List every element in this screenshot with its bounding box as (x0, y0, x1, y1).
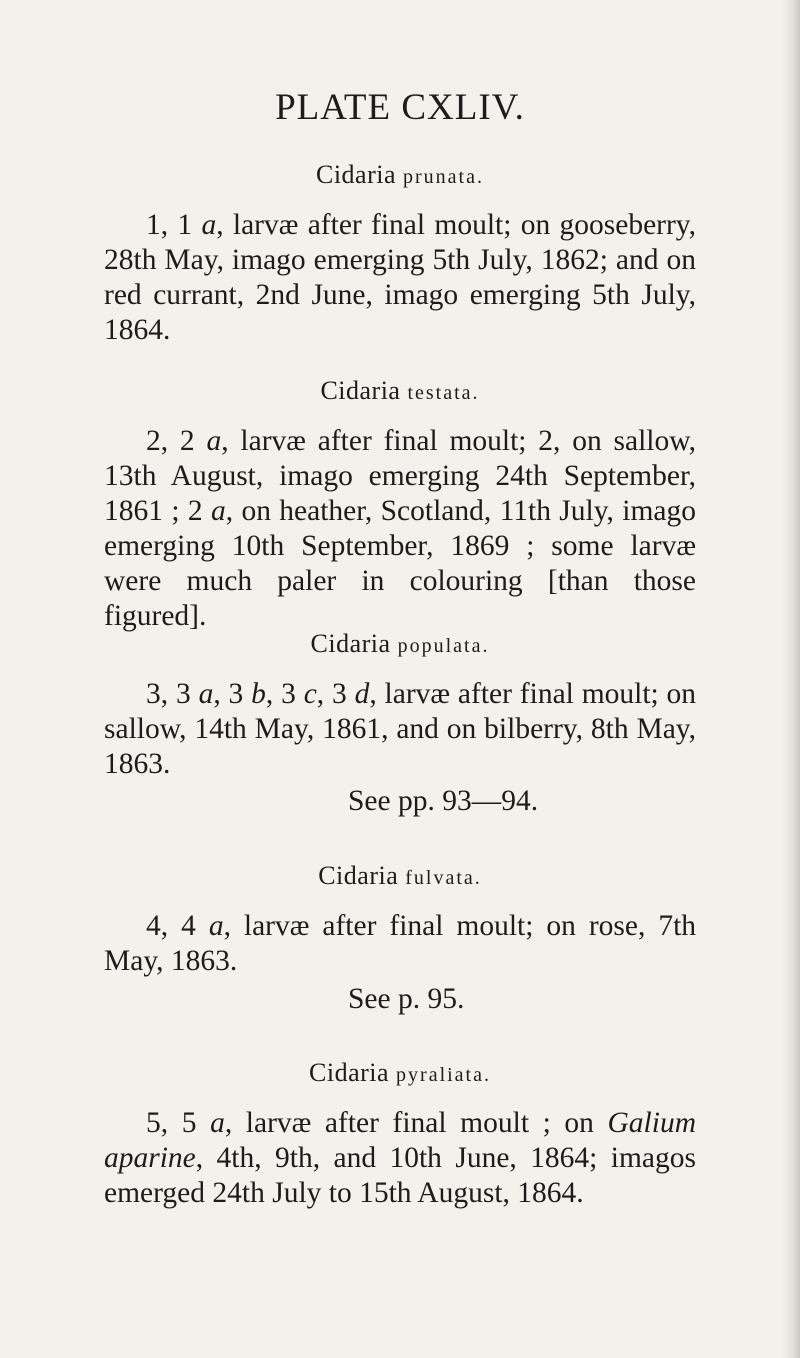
genus-name: Cidaria (318, 861, 399, 890)
species-name: testata. (407, 382, 480, 404)
section-heading-populata (0, 629, 800, 659)
species-name: prunata. (403, 166, 484, 188)
entry-testata: 2, 2 a, larvæ after final moult; 2, on sallow, 13th August, imago emerging 24th September, 1861 ; 2 a, on heather, Scotland, 11th July, imago emerging 10th September, 1869 ; some larvæ were much paler in colouring [than those figured]. (104, 425, 697, 632)
genus-name: Cidaria (315, 160, 397, 189)
entry-fulvata: 4, 4 a, larvæ after final moult; on rose, 7th May, 1863. (104, 910, 697, 977)
species-name: pyraliata. (396, 1064, 491, 1086)
see-reference: See p. 95. (348, 983, 465, 1015)
plate-title: PLATE CXLIV. (275, 87, 525, 128)
page-edge-shadow (782, 0, 800, 1358)
genus-name: Cidaria (320, 376, 401, 405)
section-heading-prunata (0, 160, 800, 190)
species-name: populata. (397, 635, 490, 657)
entry-pyraliata: 5, 5 a, larvæ after final moult ; on Galium aparine, 4th, 9th, and 10th June, 1864; imagos emerged 24th July to 15th August, 1864. (104, 1107, 696, 1209)
species-name: fulvata. (405, 867, 482, 889)
section-heading-fulvata (0, 861, 800, 891)
entry-prunata: 1, 1 a, larvæ after final moult; on gooseberry, 28th May, imago emerging 5th July, 1862; and on red currant, 2nd June, imago emerging 5th July, 1864. (104, 209, 697, 346)
genus-name: Cidaria (310, 629, 391, 658)
entry-populata: 3, 3 a, 3 b, 3 c, 3 d, larvæ after final moult; on sallow, 14th May, 1861, and on bilberry, 8th May, 1863. (104, 678, 697, 780)
section-heading-pyraliata (0, 1058, 800, 1088)
section-heading-testata (0, 376, 800, 406)
genus-name: Cidaria (309, 1058, 390, 1087)
see-reference: See pp. 93—94. (348, 785, 539, 817)
